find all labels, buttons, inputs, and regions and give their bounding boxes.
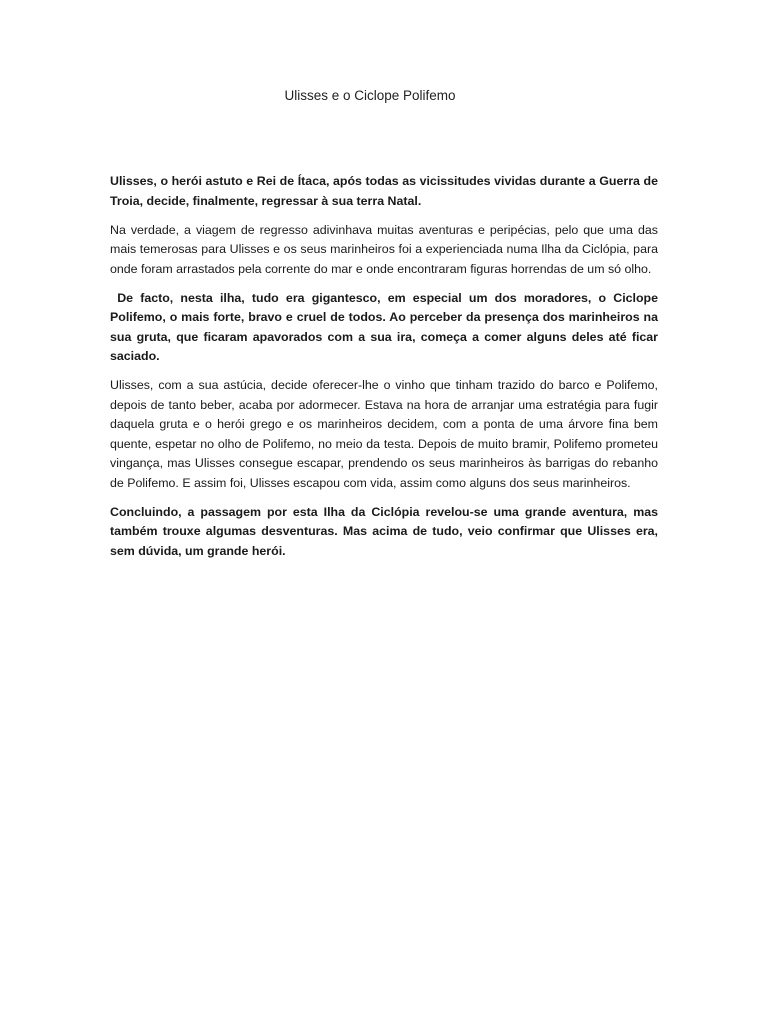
paragraph-island: De facto, nesta ilha, tudo era gigantesco, em especial um dos moradores, o Ciclope Polifemo, o mais forte, bravo e cruel de todos. Ao perceber da presença dos marinheiros na sua gruta, que ficaram apavorados com a sua ira, começa a comer alguns deles até ficar saciado.	[110, 290, 662, 363]
paragraph-conclusion: Concluindo, a passagem por esta Ilha da Ciclópia revelou-se uma grande aventura, mas também trouxe algumas desventuras. Mas acima de tudo, veio confirmar que Ulisses era, sem dúvida, um grande herói.	[110, 504, 658, 558]
paragraph-intro: Ulisses, o herói astuto e Rei de Ítaca, após todas as vicissitudes vividas durante a Guerra de Troia, decide, finalmente, regressar à sua terra Natal.	[110, 174, 658, 208]
document-title: Ulisses e o Ciclope Polifemo	[284, 88, 456, 103]
document-body	[110, 172, 662, 571]
paragraph-escape: Ulisses, com a sua astúcia, decide oferecer-lhe o vinho que tinham trazido do barco e Polifemo, depois de tanto beber, acaba por adormecer. Estava na hora de arranjar uma estratégia para fugir daquela gruta e o herói grego e os marinheiros decidem, com a ponta de uma árvore fina bem quente, espetar no olho de Polifemo, no meio da testa. Depois de muito bramir, Polifemo prometeu vingança, mas Ulisses consegue escapar, prendendo os seus marinheiros às barrigas do rebanho de Polifemo. E assim foi, Ulisses escapou com vida, assim como alguns dos seus marinheiros.	[110, 378, 658, 490]
paragraph-voyage: Na verdade, a viagem de regresso adivinhava muitas aventuras e peripécias, pelo que uma das mais temerosas para Ulisses e os seus marinheiros foi a experienciada numa Ilha da Ciclópia, para onde foram arrastados pela corrente do mar e onde encontraram figuras horrendas de um só olho.	[110, 222, 658, 276]
